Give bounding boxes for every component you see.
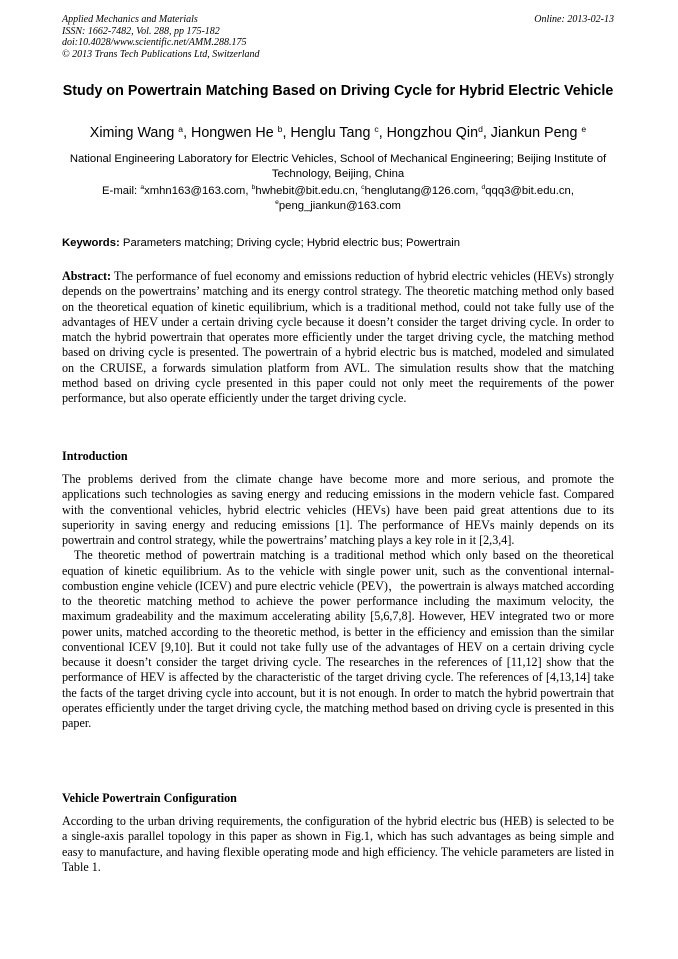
paragraph: The problems derived from the climate change have become more and more serious, and promote the applications such technologies as saving energy and reducing emissions in the modern vehicle fast. Compared with the conventional vehicles, hybrid electric vehicles (HEVs) have been paid great attentions due to its superiority in saving energy and reducing emissions [1]. The performance of HEVs mainly depends on its powertrain and control strategy, while the powertrains’ matching plays a key role in it [2,3,4]. [62,472,614,547]
author-mark: c [374,124,379,134]
keywords-line [62,236,614,250]
email-mark: e [275,198,279,206]
email-block: E-mail: $^a$xmhn163@163.com, $^b$hwhebit@bit.edu.cn, $^c$henglutang@126.com, $^d$qqq3@bit.edu.cn, $^e$peng_jiankun@163.com [102,184,574,212]
vehicle-config-body [62,814,614,875]
author-name: Henglu Tang [290,125,371,141]
copyright-line: © 2013 Trans Tech Publications Ltd, Switzerland [62,48,260,60]
email-mark: c [361,184,365,191]
doi-line: doi:10.4028/www.scientific.net/AMM.288.175 [62,37,247,48]
author-mark: a [178,124,184,134]
journal-header [62,14,614,60]
keywords-text: Parameters matching; Driving cycle; Hybrid electric bus; Powertrain [122,237,461,249]
author-list: Ximing Wang $^a$, Hongwen He $^b$, Henglu Tang $^c$, Hongzhou Qin$^d$, Jiankun Peng $^e$ [89,124,587,141]
email-address[interactable]: xmhn163@163.com [144,185,246,197]
online-date: Online: 2013-02-13 [534,14,614,25]
author-name: Hongwen He [191,125,274,141]
email-address[interactable]: hwhebit@bit.edu.cn [255,185,355,197]
author-mark: d [478,124,483,134]
paragraph: The theoretic method of powertrain matching is a traditional method which only based on the theoretical equation of kinetic equilibrium. As to the vehicle with single power unit, such as the conventional internal-combustion engine vehicle (ICEV) and pure electric vehicle (PEV)，the powertrain is always matched according to the theoretic matching method to achieve the power performance including the maximum velocity, the maximum gradeability and the maximum accelerating ability [5,6,7,8]. However, HEV integrated two or more power units, matched according to the theoretic method, is better in the efficiency and emission than the similar conventional ICEV [9,10]. But it could not take fully use of the advantages of HEV on a certain driving cycle because it doesn’t consider the target driving cycle. The researches in the references of [11,12] show that the performance of HEV is affected by the characteristic of the target driving cycle. The references of [4,13,14] take the facts of the target driving cycle into account, but it is not enough. In order to match the hybrid powertrain that operates efficiently under the target driving cycle, the matching method based on driving cycle is presented in this paper. [62,548,614,730]
section-heading-introduction: Introduction [62,449,128,463]
abstract-label: Abstract: [62,269,112,283]
email-address[interactable]: henglutang@126.com [364,185,476,197]
abstract-text: The performance of fuel economy and emissions reduction of hybrid electric vehicles (HEVs) strongly depends on the powertrains’ matching and its energy control strategy. The theoretic matching method only based on the theoretical equation of kinetic equilibrium, which is a traditional method, could not take fully use of the advantages of HEV under a certain driving cycle because it doesn’t consider the target driving cycle. In order to match the hybrid powertrain that operates more efficiently under the target driving cycle, the matching method based on driving cycle is presented. The powertrain of a hybrid electric bus is matched, modeled and simulated on the CRUISE, a forwards simulation platform from AVL. The simulation results show that the matching method based on driving cycle presented in this paper could not only meet the requirements of the power performance, but also operate efficiently under the target driving cycle. [62,269,614,405]
journal-name: Applied Mechanics and Materials [62,14,198,25]
paper-title: Study on Powertrain Matching Based on Driving Cycle for Hybrid Electric Vehicle [62,83,614,99]
introduction-body [62,472,614,731]
issn-line: ISSN: 1662-7482, Vol. 288, pp 175-182 [62,25,220,37]
author-name: Jiankun Peng [490,125,578,141]
affiliation: National Engineering Laboratory for Electric Vehicles, School of Mechanical Engineering; Beijing Institute of Technology, Beijing, China [69,153,607,180]
author-name: Ximing Wang [89,125,175,141]
section-heading-vehicle-config: Vehicle Powertrain Configuration [62,791,237,805]
paragraph: According to the urban driving requirements, the configuration of the hybrid electric bus (HEB) is selected to be a single-axis parallel topology in this paper as shown in Fig.1, which has such advantages as being simple and easy to manufacture, and having flexible operating mode and high efficiency. The vehicle parameters are listed in Table 1. [62,814,614,874]
author-mark: b [277,124,283,134]
email-mark: a [140,184,145,191]
email-mark: b [251,184,256,191]
email-label: E-mail: [102,185,138,197]
abstract [62,269,614,406]
keywords-label: Keywords: [62,237,120,249]
author-name: Hongzhou Qin [386,125,479,141]
email-address[interactable]: qqq3@bit.edu.cn [485,185,571,197]
author-mark: e [581,124,587,134]
email-address[interactable]: peng_jiankun@163.com [278,199,401,212]
email-mark: d [481,184,486,191]
